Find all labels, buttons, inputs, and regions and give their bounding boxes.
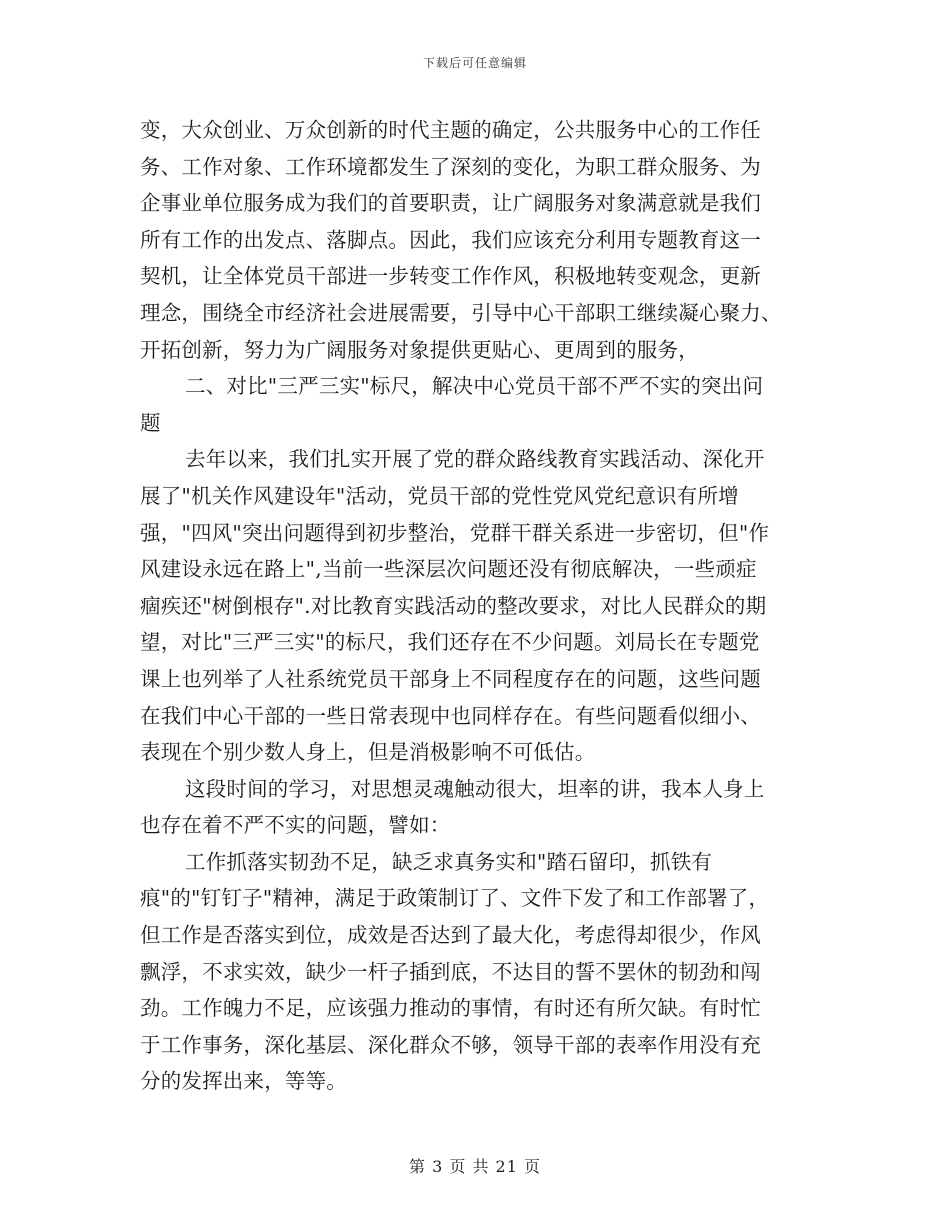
text-line: 变，大众创业、万众创新的时代主题的确定，公共服务中心的工作任 [140, 118, 761, 142]
text-line: 也存在着不严不实的问题，譬如： [140, 813, 451, 838]
text-line: 分的发挥出来，等等。 [140, 1069, 347, 1094]
text-line: 在我们中心干部的一些日常表现中也同样存在。有些问题看似细小、 [140, 703, 761, 728]
text-line: 表现在个别少数人身上，但是消极影响不可低估。 [140, 740, 596, 765]
text-line: 飘浮，不求实效，缺少一杆子插到底，不达目的誓不罢休的韧劲和闯 [140, 959, 761, 984]
text-line: 劲。工作魄力不足，应该强力推动的事情，有时还有所欠缺。有时忙 [140, 996, 761, 1021]
text-line: 所有工作的出发点、落脚点。因此，我们应该充分利用专题教育这一 [140, 227, 761, 252]
section-heading: 二、对比"三严三实"标尺，解决中心党员干部不严不实的突出问 [185, 374, 764, 399]
text-line: 风建设永远在路上",当前一些深层次问题还没有彻底解决，一些顽症 [140, 557, 757, 582]
text-line: 工作抓落实韧劲不足，缺乏求真务实和"踏石留印，抓铁有 [185, 849, 713, 874]
text-line: 企事业单位服务成为我们的首要职责，让广阔服务对象满意就是我们 [140, 191, 761, 216]
text-line: 这段时间的学习，对思想灵魂触动很大，坦率的讲，我本人身上 [185, 776, 765, 801]
text-line: 理念，围绕全市经济社会进展需要，引导中心干部职工继续凝心聚力、 [140, 300, 782, 325]
text-line: 契机，让全体党员干部进一步转变工作作风，积极地转变观念，更新 [140, 264, 761, 289]
body-text [140, 112, 820, 1100]
page-footer: 第 3 页 共 21 页 [409, 1157, 541, 1176]
text-line: 强，"四风"突出问题得到初步整治，党群干群关系进一步密切，但"作 [140, 520, 770, 545]
section-heading-cont: 题 [140, 410, 161, 435]
text-line: 痕"的"钉钉子"精神，满足于政策制订了、文件下发了和工作部署了， [140, 886, 770, 911]
page-header: 下载后可任意编辑 [422, 56, 527, 70]
text-line: 但工作是否落实到位，成效是否达到了最大化，考虑得却很少，作风 [140, 923, 761, 948]
text-line: 开拓创新，努力为广阔服务对象提供更贴心、更周到的服务， [140, 337, 699, 362]
text-line: 课上也列举了人社系统党员干部身上不同程度存在的问题，这些问题 [140, 666, 761, 691]
text-line: 于工作事务，深化基层、深化群众不够，领导干部的表率作用没有充 [140, 1032, 761, 1057]
text-line: 展了"机关作风建设年"活动，党员干部的党性党风党纪意识有所增 [140, 483, 739, 508]
text-line: 务、工作对象、工作环境都发生了深刻的变化，为职工群众服务、为 [140, 154, 761, 179]
text-line: 痼疾还"树倒根存".对比教育实践活动的整改要求，对比人民群众的期 [140, 593, 767, 618]
text-line: 望，对比"三严三实"的标尺，我们还存在不少问题。刘局长在专题党 [140, 630, 760, 655]
text-line: 去年以来，我们扎实开展了党的群众路线教育实践活动、深化开 [185, 447, 765, 472]
